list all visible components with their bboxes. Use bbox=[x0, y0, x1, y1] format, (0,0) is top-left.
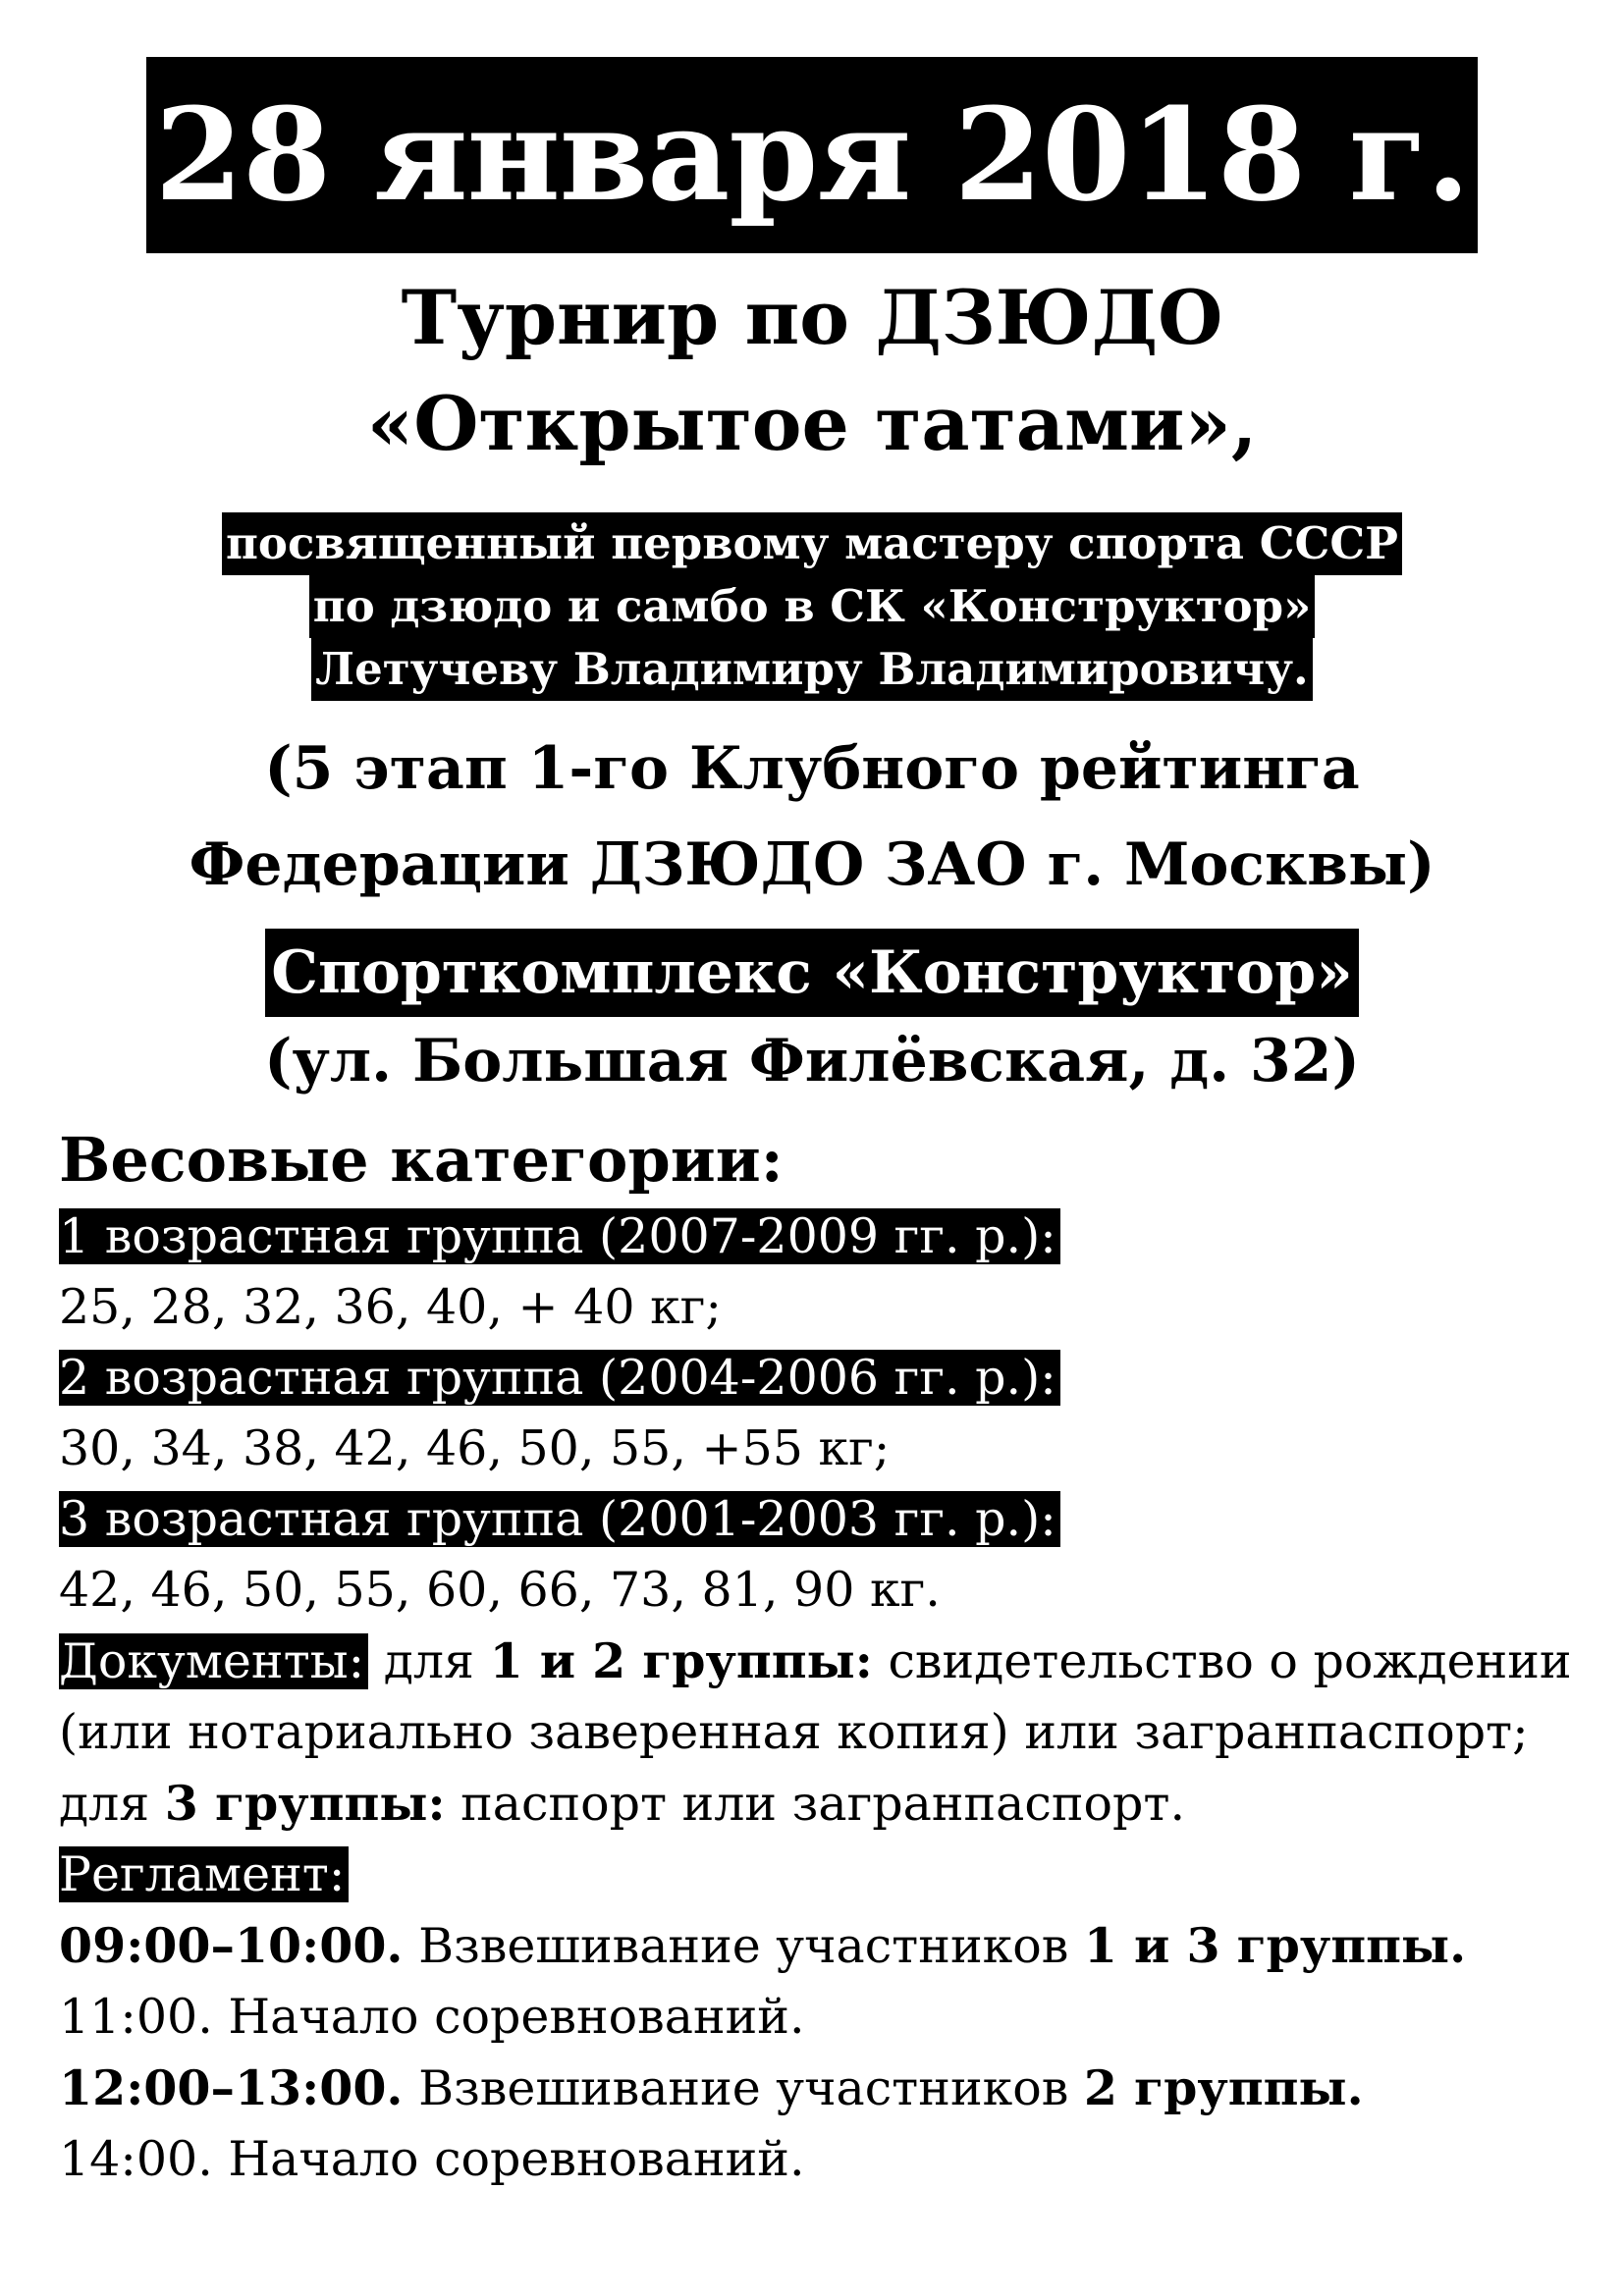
stage-info bbox=[0, 721, 1624, 913]
documents-groups-1-2: 1 и 2 группы: bbox=[489, 1632, 873, 1689]
group-1-label-row bbox=[59, 1201, 1591, 1272]
schedule-groups-1: 1 и 3 группы. bbox=[1083, 1917, 1467, 1974]
details bbox=[59, 1119, 1591, 2195]
schedule-item-1 bbox=[59, 1910, 1591, 1982]
schedule-groups-3: 2 группы. bbox=[1083, 2059, 1364, 2116]
venue-address: (ул. Большая Филёвская, д. 32) bbox=[264, 1027, 1360, 1095]
schedule-item-3 bbox=[59, 2053, 1591, 2124]
documents-text-3: паспорт или загранпаспорт. bbox=[445, 1776, 1186, 1832]
schedule-text-1: Взвешивание участников bbox=[403, 1918, 1084, 1974]
schedule-text-2: 11:00. Начало соревнований. bbox=[59, 1989, 805, 2045]
title-block bbox=[0, 265, 1624, 477]
schedule-item-2 bbox=[59, 1982, 1591, 2053]
documents-label: Документы: bbox=[59, 1633, 368, 1689]
stage-line-1: (5 этап 1-го Клубного рейтинга bbox=[264, 734, 1360, 803]
schedule-label: Регламент: bbox=[59, 1846, 349, 1902]
weights-heading: Весовые категории: bbox=[59, 1124, 784, 1196]
dedication-line-1: посвященный первому мастеру спорта СССР bbox=[222, 512, 1402, 575]
documents-text-2: свидетельство о рождении (или нотариально заверенная копия) или загранпаспорт; для bbox=[59, 1633, 1572, 1832]
title-line-1: Турнир по ДЗЮДО bbox=[401, 274, 1223, 361]
documents-group-3: 3 группы: bbox=[164, 1775, 446, 1832]
dedication-line-3: Летучеву Владимиру Владимировичу. bbox=[311, 638, 1312, 701]
dedication bbox=[0, 512, 1624, 701]
group-1-label: 1 возрастная группа (2007-2009 гг. р.): bbox=[59, 1208, 1060, 1264]
venue bbox=[0, 929, 1624, 1105]
schedule-label-row bbox=[59, 1840, 1591, 1910]
group-2-values: 30, 34, 38, 42, 46, 50, 55, +55 кг; bbox=[59, 1420, 891, 1476]
group-1-values: 25, 28, 32, 36, 40, + 40 кг; bbox=[59, 1279, 722, 1335]
date-banner bbox=[0, 57, 1624, 253]
schedule-text-3: Взвешивание участников bbox=[403, 2060, 1084, 2116]
group-3-label-row bbox=[59, 1484, 1591, 1555]
documents-text-1: для bbox=[368, 1633, 490, 1689]
schedule-item-4 bbox=[59, 2124, 1591, 2195]
documents-paragraph bbox=[59, 1626, 1591, 1840]
schedule-text-4: 14:00. Начало соревнований. bbox=[59, 2131, 805, 2187]
event-date: 28 января 2018 г. bbox=[146, 57, 1477, 253]
group-3-values: 42, 46, 50, 55, 60, 66, 73, 81, 90 кг. bbox=[59, 1562, 941, 1618]
schedule-time-3: 12:00–13:00. bbox=[59, 2059, 404, 2116]
title-line-2: «Открытое татами», bbox=[366, 380, 1258, 467]
group-2-label: 2 возрастная группа (2004-2006 гг. р.): bbox=[59, 1350, 1060, 1406]
schedule-time-1: 09:00–10:00. bbox=[59, 1917, 404, 1974]
group-2-label-row bbox=[59, 1343, 1591, 1414]
dedication-line-2: по дзюдо и самбо в СК «Конструктор» bbox=[309, 575, 1315, 638]
group-3-label: 3 возрастная группа (2001-2003 гг. р.): bbox=[59, 1491, 1060, 1547]
venue-name: Спорткомплекс «Конструктор» bbox=[265, 929, 1359, 1017]
stage-line-2: Федерации ДЗЮДО ЗАО г. Москвы) bbox=[189, 830, 1435, 899]
